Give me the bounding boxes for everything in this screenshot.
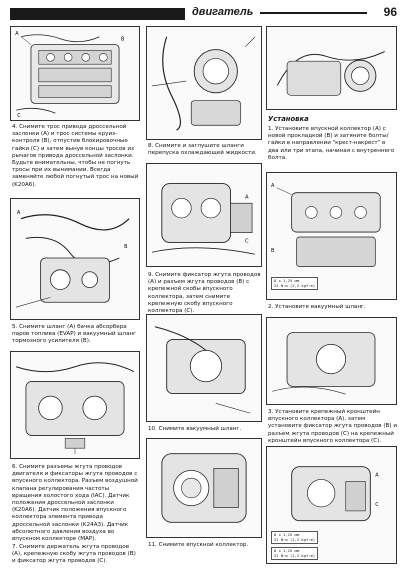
- figure-install-manifold: [266, 172, 397, 300]
- figure-wiring-connectors: [10, 351, 140, 459]
- step-7-text: 7. Снимите держатель жгута проводов (А), крепежную скобу жгута проводов (В) и фиксатор жгута проводов (С).: [12, 544, 136, 565]
- figure-vacuum-hose: [146, 314, 262, 422]
- step-9-text: 9. Снимите фиксатор жгута проводов (А) и разъем жгута проводов (В) с крепежной скобы впускного коллектора, затем снимите крепежную скобу впускного коллектора (С).: [148, 272, 261, 315]
- vacuum-hose-illustration: [147, 315, 261, 421]
- install-step-3-text: 3. Установите крепежный кронштейн впускного коллектора (А), затем установите фиксатор жгута проводов (В) и разъем жгута проводов (С) на крепежный кронштейн впускного коллектора (С).: [268, 409, 397, 444]
- callout-c: C: [17, 113, 21, 120]
- page-number: 96: [383, 5, 397, 19]
- intake-manifold-illustration: [147, 439, 261, 537]
- figure-throttle-cables: [10, 26, 140, 121]
- install-step-1-text: 1. Установите впускной коллектор (А) с новой прокладкой (В) и затяните болты/гайки в направлении "крест-накрест" в два или три этапа, начиная с внутреннего болта.: [268, 126, 395, 161]
- figure-install-vacuum-hose: [266, 317, 397, 405]
- manifold-bracket-illustration: [147, 164, 261, 266]
- step-4-text: 4. Снимите трос привода дроссельной заслонки (А) и трос системы круиз-контроля (В), отпустив блокировочные гайки (С) и затем вынув концы тросов из рычагов привода дроссельной заслонки. Будьте внимательны, чтобы не погнуть тросы при их вынимании. Всегда заменяйте любой погнутый трос на новый (K20A6).: [12, 124, 139, 188]
- install-vacuum-illustration: [267, 318, 396, 404]
- callout-a: A: [270, 182, 275, 189]
- callout-a: A: [15, 30, 19, 37]
- callout-b: B: [270, 247, 275, 254]
- callout-a: A: [375, 472, 379, 479]
- step-8-text: 8. Снимите и заглушите шланги перепуска охлаждающей жидкости.: [148, 143, 257, 157]
- figure-intake-manifold-removal: [146, 438, 262, 538]
- figure-manifold-bracket: [146, 163, 262, 267]
- header-bar: [10, 8, 185, 20]
- torque-spec-1: 8 x 1,25 мм 22 N·m (2,2 kgf·m): [271, 277, 318, 290]
- callout-b: B: [124, 244, 128, 251]
- figure-coolant-hoses: [146, 26, 262, 140]
- wiring-illustration: [11, 352, 139, 458]
- figure-install-bracket: [266, 446, 397, 564]
- install-bracket-illustration: [267, 447, 396, 563]
- install-step-2-text: 2. Установите вакуумный шланг.: [268, 304, 366, 310]
- manifold-overview-illustration: [267, 27, 396, 109]
- torque-spec-2: 8 x 1,25 мм 22 N·m (2,2 kgf·m): [271, 531, 318, 544]
- section-title: двигатель: [192, 6, 254, 18]
- figure-manifold-overview: [266, 26, 397, 110]
- step-11-text: 11. Снимите впускной коллектор.: [148, 542, 249, 548]
- step-6-text: 6. Снимите разъемы жгута проводов двигателя и фиксаторы жгута проводов с впускного коллектора. Разъем воздушной клапана регулирования частоты вращения холостого хода (IAC). Датчик положения дроссельной заслонки (K20A6). Датчик положения впускного коллектора элемента привода дроссельной заслонки (K24A3). Датчик абсолютного давления воздуха во впускном коллекторе (MAP).: [12, 464, 138, 543]
- coolant-hose-illustration: [147, 27, 261, 139]
- callout-a: A: [16, 209, 21, 216]
- install-heading: Установка: [268, 115, 309, 123]
- callout-c: C: [375, 501, 379, 508]
- engine-top-illustration: [11, 27, 139, 120]
- torque-spec-3: 8 x 1,25 мм 22 N·m (2,2 kgf·m): [271, 547, 318, 560]
- callout-a: A: [245, 194, 249, 201]
- callout-b: B: [121, 36, 125, 43]
- callout-c: C: [245, 238, 249, 245]
- page-header: [10, 4, 397, 22]
- header-rule: [260, 12, 367, 14]
- step-5-text: 5. Снимите шланг (А) бачка абсорбера паров топлива (EVAP) и вакуумный шланг тормозного усилителя (В).: [12, 324, 137, 345]
- evap-hose-illustration: [11, 199, 139, 319]
- figure-evap-hose: [10, 198, 140, 320]
- step-10-text: 10. Снимите вакуумный шланг.: [148, 426, 242, 432]
